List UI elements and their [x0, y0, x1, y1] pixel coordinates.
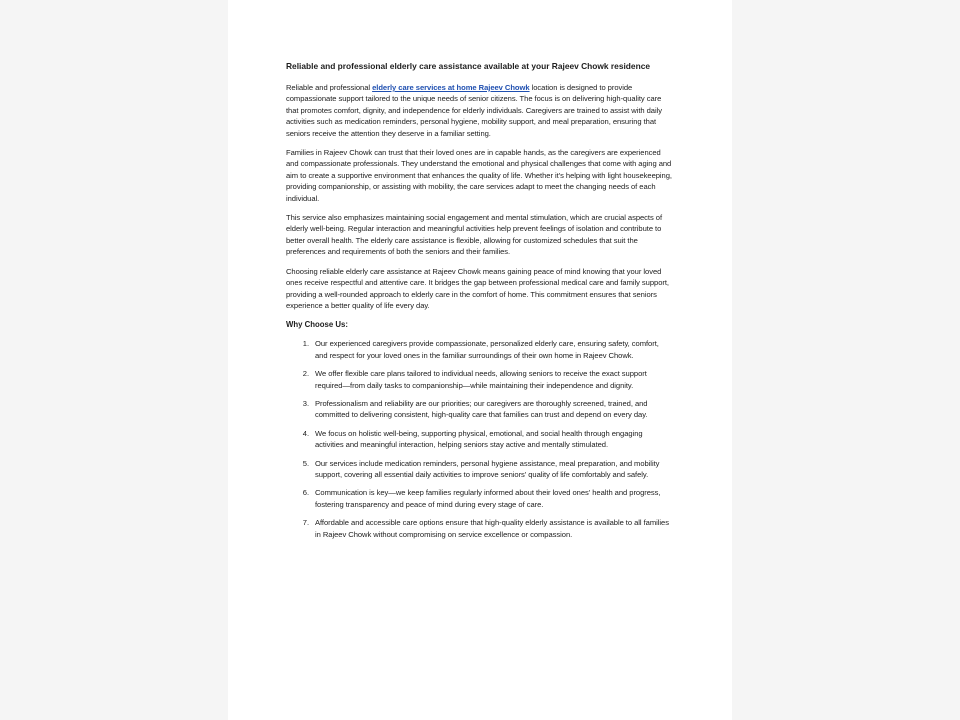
why-choose-us-heading: Why Choose Us: [286, 320, 348, 330]
list-item-text: We focus on holistic well-being, supporting physical, emotional, and social health through engaging activities and meaningful interaction, helping seniors stay active and mentally stimulated. [315, 428, 643, 450]
list-item-text: Our services include medication reminders, personal hygiene assistance, meal preparation, and mobility support, covering all essential daily activities to improve seniors' quality of life comfortably and safely. [315, 458, 660, 479]
body-paragraph-1: Families in Rajeev Chowk can trust that their loved ones are in capable hands, as the caregivers are experienced and compassionate professionals. They understand the emotional and physical challenges that come with aging and aim to create a supportive environment that enhances the quality of life. Whether it's helping with light housekeeping, providing companionship, or assisting with mobility, the care services adapt to meet the changing needs of each individual. [286, 148, 672, 203]
list-item [286, 368, 672, 391]
list-item [286, 338, 672, 361]
list-item-text: Professionalism and reliability are our priorities; our caregivers are thoroughly screened, trained, and committed to delivering consistent, high-quality care that families can trust and depend on every day. [315, 398, 648, 420]
list-item-number: 1. [302, 339, 309, 349]
intro-paragraph [286, 82, 672, 139]
document-title: Reliable and professional elderly care assistance available at your Rajeev Chowk residence [286, 61, 651, 71]
list-item [286, 428, 672, 451]
list-item-text: Our experienced caregivers provide compassionate, personalized elderly care, ensuring safety, comfort, and respect for your loved ones in the familiar surroundings of their own home in Rajeev Chowk. [315, 339, 659, 360]
list-item-number: 6. [302, 488, 309, 498]
list-item [286, 398, 672, 421]
list-item [286, 458, 672, 481]
list-item-number: 5. [302, 458, 309, 468]
list-item-number: 3. [302, 398, 309, 408]
list-item [286, 517, 672, 540]
list-item [286, 487, 672, 510]
list-item-text: Communication is key—we keep families regularly informed about their loved ones' health and progress, fostering transparency and peace of mind during every stage of care. [315, 488, 661, 509]
list-item-number: 2. [302, 369, 309, 379]
why-choose-us-list [286, 338, 672, 540]
body-paragraph-3: Choosing reliable elderly care assistance at Rajeev Chowk means gaining peace of mind knowing that your loved ones receive respectful and attentive care. It bridges the gap between professional medical care and family support, providing a well-rounded approach to elderly care in the comfort of home. This commitment ensures that seniors experience a better quality of life every day. [286, 266, 669, 310]
list-item-number: 7. [302, 518, 309, 528]
elderly-care-services-link[interactable]: elderly care services at home Rajeev Chowk [372, 83, 530, 92]
document-page [228, 0, 732, 720]
intro-prefix: Reliable and professional [286, 83, 373, 92]
list-item-text: Affordable and accessible care options ensure that high-quality elderly assistance is available to all families in Rajeev Chowk without compromising on service excellence or compassion. [315, 518, 669, 539]
list-item-number: 4. [302, 428, 309, 438]
list-item-text: We offer flexible care plans tailored to individual needs, allowing seniors to receive the exact support required—from daily tasks to companionship—while maintaining their independence and dignity. [315, 369, 647, 390]
intro-suffix: location is designed to provide compassionate support tailored to the unique needs of senior citizens. The focus is on delivering high-quality care that promotes comfort, dignity, and independence for elderly individuals. Caregivers are trained to assist with daily activities such as medication reminders, personal hygiene, mobility support, and meal preparation, ensuring that seniors receive the attention they deserve in a familiar setting. [286, 83, 663, 138]
body-paragraph-2: This service also emphasizes maintaining social engagement and mental stimulation, which are crucial aspects of elderly well-being. Regular interaction and meaningful activities help prevent feelings of isolation and contribute to better overall health. The elderly care assistance is flexible, allowing for customized schedules that suit the preferences and requirements of both the seniors and their families. [286, 213, 663, 257]
